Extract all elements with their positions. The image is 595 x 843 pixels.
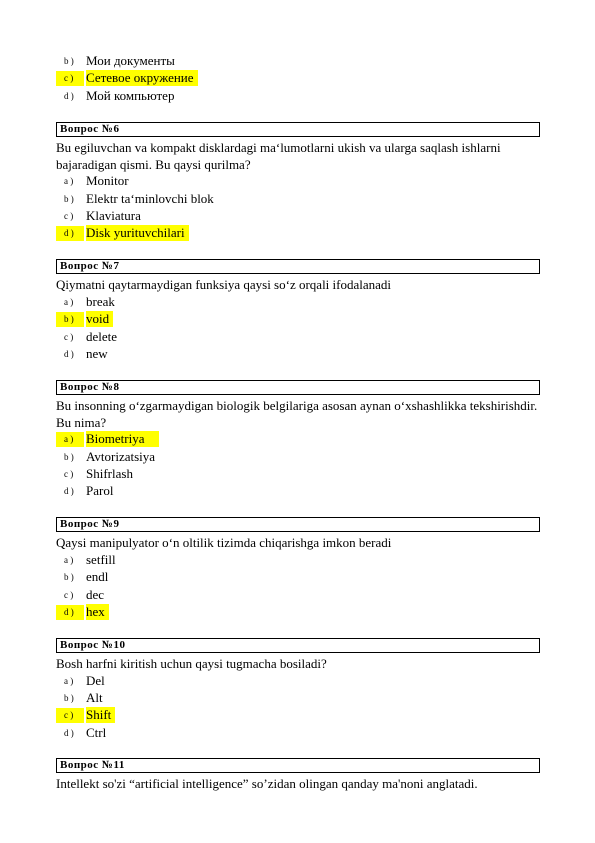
option-label: Del <box>86 673 105 688</box>
option-row[interactable] <box>56 208 356 225</box>
option-label: Parol <box>86 483 114 498</box>
question-header: Вопрос №10 <box>56 638 540 653</box>
option-row[interactable] <box>56 449 356 466</box>
option-label: Monitor <box>86 173 129 188</box>
option-row[interactable] <box>56 173 356 190</box>
option-label: new <box>86 346 108 361</box>
option-row[interactable] <box>56 88 356 105</box>
option-row[interactable] <box>56 725 356 742</box>
option-row[interactable] <box>56 294 356 311</box>
option-row[interactable] <box>56 191 356 208</box>
question-header: Вопрос №8 <box>56 380 540 395</box>
option-letter: a ) <box>64 176 74 186</box>
question-text: Qaysi manipulyator o‘n oltilik tizimda chiqarishga imkon beradi <box>56 535 392 550</box>
option-letter: b ) <box>64 693 74 703</box>
option-letter: d ) <box>64 728 74 738</box>
option-label: Ctrl <box>86 725 107 740</box>
option-label: delete <box>86 329 118 344</box>
option-label: dec <box>86 587 105 602</box>
option-row[interactable] <box>56 552 356 569</box>
option-letter: d ) <box>64 228 74 238</box>
question-text: Intellekt so'zi “artificial intelligence” so’zidan olingan qanday ma'noni anglatadi. <box>56 776 478 791</box>
option-row-selected[interactable] <box>56 70 356 87</box>
question-text: Qiymatni qaytarmaydigan funksiya qaysi so‘z orqali ifodalanadi <box>56 277 392 292</box>
option-label: Мои документы <box>86 53 175 68</box>
option-letter: b ) <box>64 56 74 66</box>
option-row[interactable] <box>56 673 356 690</box>
option-row-selected[interactable] <box>56 311 356 328</box>
option-row-selected[interactable] <box>56 431 356 448</box>
option-letter: d ) <box>64 607 74 617</box>
option-letter: c ) <box>64 211 74 221</box>
option-label: Elektr ta‘minlovchi blok <box>86 191 214 206</box>
option-row-selected[interactable] <box>56 604 356 621</box>
option-row-selected[interactable] <box>56 225 356 242</box>
option-letter: c ) <box>64 332 74 342</box>
option-label: void <box>86 311 113 327</box>
option-row[interactable] <box>56 466 356 483</box>
option-letter: a ) <box>64 434 74 444</box>
option-label: hex <box>86 604 109 620</box>
option-letter: d ) <box>64 486 74 496</box>
question-header: Вопрос №7 <box>56 259 540 274</box>
option-row[interactable] <box>56 690 356 707</box>
option-letter: b ) <box>64 194 74 204</box>
option-label: setfill <box>86 552 116 567</box>
option-letter: d ) <box>64 91 74 101</box>
option-label: Alt <box>86 690 103 705</box>
option-letter: a ) <box>64 676 74 686</box>
option-letter: c ) <box>64 73 74 83</box>
option-label: Klaviatura <box>86 208 141 223</box>
option-row[interactable] <box>56 587 356 604</box>
option-label: Shifrlash <box>86 466 133 481</box>
option-label: Biometriya <box>86 431 159 447</box>
question-text: Bu egiluvchan va kompakt disklardagi ma‘lumotlarni ukish va ularga saqlash ishlarni bajaradigan qismi. Bu qaysi qurilma? <box>56 140 501 172</box>
question-header: Вопрос №6 <box>56 122 540 137</box>
option-letter: c ) <box>64 469 74 479</box>
option-row[interactable] <box>56 569 356 586</box>
option-letter: b ) <box>64 314 74 324</box>
option-letter: c ) <box>64 710 74 720</box>
option-label: Avtorizatsiya <box>86 449 156 464</box>
option-letter: d ) <box>64 349 74 359</box>
question-header: Вопрос №9 <box>56 517 540 532</box>
option-label: Мой компьютер <box>86 88 175 103</box>
option-row[interactable] <box>56 329 356 346</box>
option-label: Disk yurituvchilari <box>86 225 189 241</box>
option-letter: b ) <box>64 572 74 582</box>
option-letter: a ) <box>64 297 74 307</box>
question-text: Bu insonning o‘zgarmaydigan biologik belgilariga asosan aynan o‘xshashlikka tekshirishdir. Bu nima? <box>56 398 538 430</box>
question-header: Вопрос №11 <box>56 758 540 773</box>
option-label: Shift <box>86 707 115 723</box>
option-row[interactable] <box>56 346 356 363</box>
option-row[interactable] <box>56 483 356 500</box>
option-letter: b ) <box>64 452 74 462</box>
option-row[interactable] <box>56 53 356 70</box>
option-label: endl <box>86 569 109 584</box>
option-letter: a ) <box>64 555 74 565</box>
option-label: break <box>86 294 115 309</box>
option-row-selected[interactable] <box>56 707 356 724</box>
question-text: Bosh harfni kiritish uchun qaysi tugmacha bosiladi? <box>56 656 327 671</box>
option-label: Сетевое окружение <box>86 70 198 86</box>
option-letter: c ) <box>64 590 74 600</box>
